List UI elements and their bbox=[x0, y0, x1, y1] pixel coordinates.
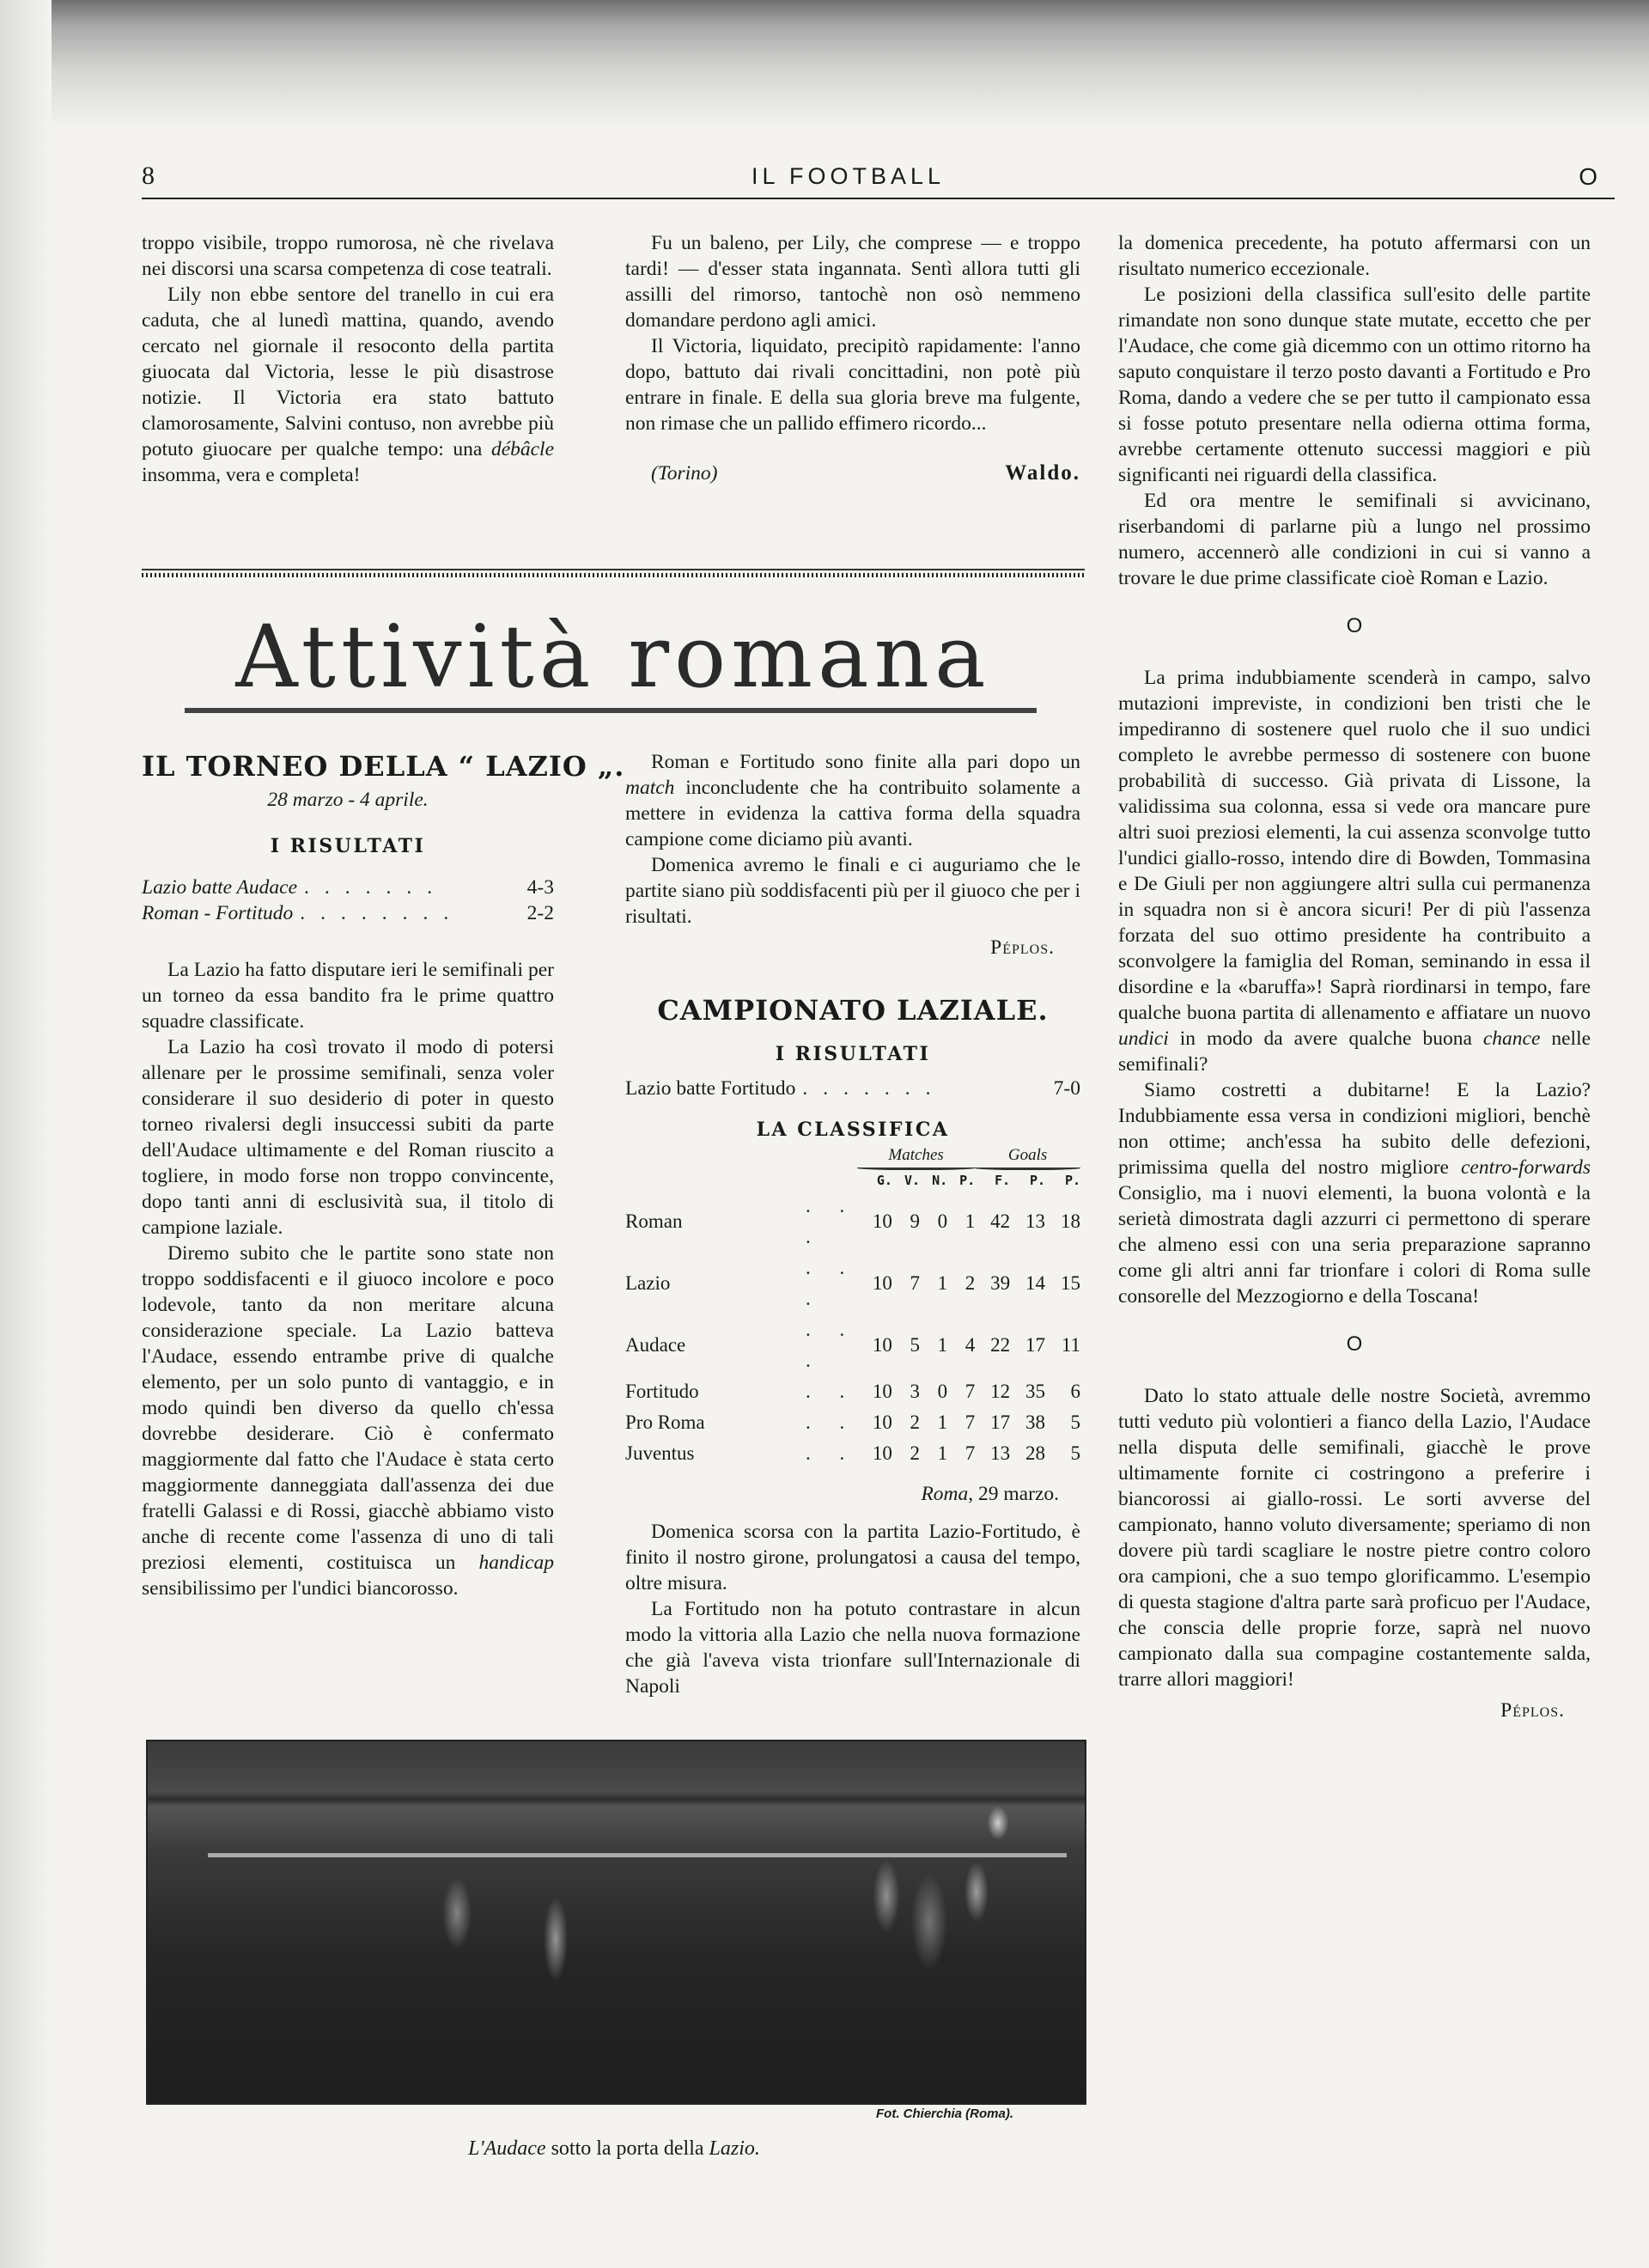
result-score: 4-3 bbox=[526, 876, 554, 899]
dateline: Roma, 29 marzo. bbox=[921, 1483, 1059, 1505]
group-goals: Goals bbox=[1007, 1146, 1048, 1164]
results-heading: I RISULTATI bbox=[270, 835, 426, 857]
paragraph: Il Victoria, liquidato, precipitò rapidamente: l'anno dopo, battuto dai rivali concittadini, non potè più entrare in finale. E della sua gloria breve ma fulgente, non rimase che un pallido effimero ricordo... bbox=[625, 335, 1080, 435]
standings-row: Lazio . . . 10 7 1 2 39 14 15 bbox=[625, 1257, 1080, 1309]
result-score: 2-2 bbox=[526, 902, 554, 924]
standings-row: Pro Roma . . 10 2 1 7 17 38 5 bbox=[625, 1411, 1080, 1433]
campionato-laziale-column-3 bbox=[1118, 230, 1591, 1723]
result-teams: Lazio batte Fortitudo bbox=[625, 1077, 796, 1100]
running-head bbox=[142, 162, 1615, 196]
section-title: Attività romana bbox=[235, 607, 991, 707]
paragraph: la domenica precedente, ha potuto affermarsi con un risultato numerico eccezionale. bbox=[1118, 232, 1591, 280]
paragraph: Fu un baleno, per Lily, che comprese — e troppo tardi! — d'esser stata ingannata. Sentì allora tutti gli assilli del rimorso, tantochè non osò nemmeno domandare perdono agli amici. bbox=[625, 232, 1080, 332]
journal-title: IL FOOTBALL bbox=[751, 163, 946, 189]
paragraph: La Lazio ha così trovato il modo di potersi allenare per le prossime semifinali, senza voler considerare il suo desiderio di poter in questo torneo rivalersi degli insuccessi subiti da parte dell'Audace ultimamente e del Roman riuscito a togliere, in modo forse non troppo convincente, dopo tanti anni di esclusività sua, il titolo di campione laziale. bbox=[142, 1036, 554, 1239]
result-teams: Roman - Fortitudo bbox=[142, 902, 294, 924]
paragraph: La Lazio ha fatto disputare ieri le semifinali per un torneo da essa bandito fra le prime quattro squadre classificate. bbox=[142, 959, 554, 1033]
result-row bbox=[625, 1076, 1080, 1101]
article-headline: IL TORNEO DELLA “ LAZIO „. bbox=[142, 750, 625, 783]
standings-row: Roman . . . 10 9 0 1 42 13 18 bbox=[625, 1195, 1080, 1247]
result-row bbox=[142, 900, 554, 926]
header-rule bbox=[142, 198, 1615, 199]
circle-ornament-icon: O bbox=[1579, 163, 1597, 190]
paragraph: Le posizioni della classifica sull'esito delle partite rimandate non sono dunque state mutate, eccetto che per l'Audace, che come già dicemmo con un ottimo ritorno ha saputo conquistare il terzo posto davanti a Fortitudo e Pro Roma, dando a vedere che se per tutto il campionato essa si fosse potuto presentare nella odierna ottima forma, avrebbe certamente ottenuto successi maggiori e più significanti nei riguardi della classifica. bbox=[1118, 284, 1591, 486]
italic-term: débâcle bbox=[490, 438, 555, 460]
results-heading: I RISULTATI bbox=[775, 1043, 931, 1065]
dot-leader: ........ bbox=[300, 902, 465, 924]
hatched-divider bbox=[142, 569, 1085, 577]
group-matches: Matches bbox=[888, 1146, 944, 1164]
article-place: (Torino) bbox=[651, 462, 718, 485]
paragraph: Siamo costretti a dubitarne! E la Lazio? Indubbiamente essa versa in condizioni migliori, benchè non ottime; anch'essa ha subito delle defezioni, primissima quella del nostro migliore centro-forwards Consiglio, ma i nuovi elementi, la buona volontà e la serietà dimostrata dagli azzurri ci permettono di sperare che almeno essi con una seria preparazione sapranno come gli altri anni far trionfare i colori di Roma sulle consorelle del Mezzogiorno e della Toscana! bbox=[1118, 1079, 1591, 1308]
paragraph: Ed ora mentre le semifinali si avvicinano, riserbandomi di parlarne più a lungo nel prossimo numero, accennerò alle condizioni in cui si vanno a trovare le due prime classificate cioè Roman e Lazio. bbox=[1118, 490, 1591, 589]
article-headline: CAMPIONATO LAZIALE. bbox=[657, 994, 1049, 1027]
torneo-lazio-article-continued bbox=[625, 749, 1080, 1699]
article-dates: 28 marzo - 4 aprile. bbox=[267, 789, 429, 811]
standings-row: Fortitudo . . 10 3 0 7 12 35 6 bbox=[625, 1381, 1080, 1402]
dot-leader: ....... bbox=[304, 876, 448, 899]
result-score: 7-0 bbox=[1053, 1077, 1080, 1100]
section-break-circle-icon: O bbox=[1346, 1332, 1363, 1356]
paragraph: Roman e Fortitudo sono finite alla pari dopo un match inconcludente che ha contribuito solamente a mettere in evidenza la cattiva forma della squadra campione come diciamo più avanti. bbox=[625, 751, 1080, 850]
italic-term: match bbox=[625, 777, 675, 799]
dot-leader: ....... bbox=[802, 1077, 946, 1100]
match-photograph bbox=[146, 1740, 1086, 2105]
italic-term: chance bbox=[1482, 1027, 1541, 1050]
author-signature: Péplos. bbox=[1500, 1699, 1565, 1722]
paragraph: Domenica avremo le finali e ci auguriamo che le partite siano più soddisfacenti più per il giuoco che per i risultati. bbox=[625, 854, 1080, 928]
paragraph: troppo visibile, troppo rumorosa, nè che rivelava nei discorsi una scarsa competenza di cose teatrali. bbox=[142, 232, 554, 280]
standings-column-headers: G. V. N. P. F. P. P. bbox=[876, 1173, 1080, 1188]
standings-row: Audace . . . 10 5 1 4 22 17 11 bbox=[625, 1319, 1080, 1371]
page-number: 8 bbox=[142, 162, 155, 190]
paragraph: Lily non ebbe sentore del tranello in cui era caduta, che al lunedì mattina, quando, avendo cercato nel giornale il resoconto della partita giuocata dal Victoria, lesse le più disastrose notizie. Il Victoria era stato battuto clamorosamente, Salvini contuso, non avrebbe più potuto giuocare per qualche tempo: una débâcle insomma, vera e completa! bbox=[142, 284, 555, 486]
result-row bbox=[142, 875, 554, 900]
standings-heading: LA CLASSIFICA bbox=[756, 1119, 950, 1141]
standings-group-header bbox=[625, 1146, 1080, 1165]
torneo-lazio-article bbox=[142, 747, 625, 1601]
paragraph: La prima indubbiamente scenderà in campo, salvo mutazioni impreviste, in condizioni ben tristi che le impediranno di sostenere quel ruolo che il suo undici completo le avrebbe permesso di sostenere con buone probabilità di successo. Già privata di Lissone, la validissima sua colonna, essa si vede ora mancare pure altri suoi preziosi elementi, la cui assenza sconvolge tutto l'undici giallo-rosso, intendo dire di Bowden, Tommasina e De Giuli per non aggiungere altri sulla cui permanenza in squadra non si è ancora sicuri! Per di più l'assenza forzata del suo ottimo presidente ha contribuito a sconvolgere la famiglia del Roman, seminando in essa il disordine e la «baruffa»! Saprà riordinarsi in tempo, fare qualche buona partita di allenamento e affiatare un nuovo undici in modo da avere qualche buona chance nelle semifinali? bbox=[1118, 667, 1591, 1076]
photo-caption: L'Audace sotto la porta della Lazio. bbox=[468, 2137, 760, 2160]
paragraph: Dato lo stato attuale delle nostre Società, avremmo tutti veduto più volontieri a fianco della Lazio, l'Audace nella disputa delle semifinali, giacchè le prove ultimamente fornite ci costringono a preferire i biancorossi ai giallo-rossi. Le sorti avverse del campionato, hanno voluto diversamente; speriamo di non dovere più tardi scagliare le nostre pietre contro coloro ora campioni, che a suo tempo glorificammo. L'esempio di questa stagione d'altra parte sarà proficuo per l'Audace, che conscia delle proprie forze, saprà nel nuovo campionato dalla sua compagine costantemente salda, trarre allori maggiori! bbox=[1118, 1385, 1591, 1691]
italic-term: centro-forwards bbox=[1460, 1156, 1591, 1179]
result-teams: Lazio batte Audace bbox=[142, 876, 298, 899]
article-signoff bbox=[625, 460, 1080, 486]
goal-crossbar bbox=[208, 1853, 1067, 1857]
italic-term: undici bbox=[1118, 1027, 1169, 1050]
standings-row: Juventus . . 10 2 1 7 13 28 5 bbox=[625, 1442, 1080, 1464]
continued-article-column-2 bbox=[625, 230, 1080, 486]
italic-term: handicap bbox=[478, 1552, 555, 1574]
photo-credit: Fot. Chierchia (Roma). bbox=[876, 2106, 1014, 2121]
section-break-circle-icon: O bbox=[1346, 614, 1363, 637]
continued-article-column-1 bbox=[142, 230, 554, 488]
article-author: Waldo. bbox=[1005, 461, 1080, 485]
paragraph: Domenica scorsa con la partita Lazio-Fortitudo, è finito il nostro girone, prolungatosi a causa del tempo, oltre misura. bbox=[625, 1521, 1080, 1594]
author-signature: Péplos. bbox=[990, 936, 1055, 959]
paragraph: La Fortitudo non ha potuto contrastare in alcun modo la vittoria alla Lazio che nella nuova formazione che già l'aveva vista trionfare sull'Internazionale di Napoli bbox=[625, 1598, 1080, 1698]
standings-table bbox=[625, 1146, 1080, 1469]
section-title-rule bbox=[185, 708, 1037, 713]
paragraph: Diremo subito che le partite sono state non troppo soddisfacenti e il giuoco incolore e poco lodevole, tanto da non meritare alcuna considerazione speciale. La Lazio batteva l'Audace, essendo entrambe prive di qualche elemento, per un solo punto di vantaggio, e in modo quindi ben diverso da quello ch'essa dovrebbe desiderare. Ciò è confermato maggiormente dal fatto che l'Audace è stata certo maggiormente danneggiata dall'assenza dei due fratelli Galassi e di Rossi, giacchè abbiamo visto anche di recente come l'assenza di uno di tali preziosi elementi, costituisca un handicap sensibilissimo per l'undici biancorosso. bbox=[142, 1242, 555, 1600]
